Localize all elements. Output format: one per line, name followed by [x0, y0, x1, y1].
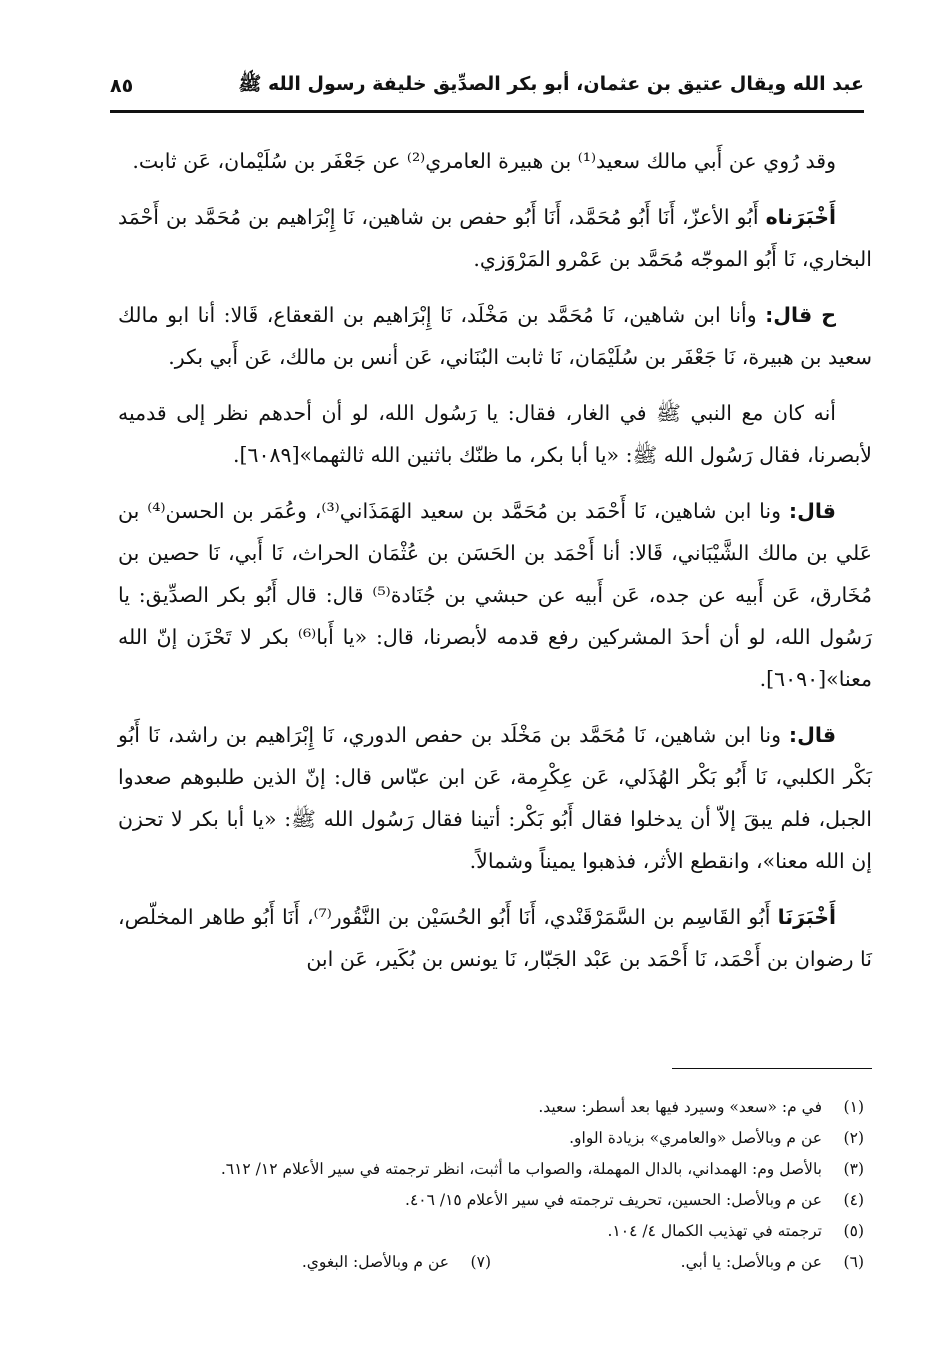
- paragraph-text: ونا ابن شاهين، نَا أَحْمَد بن مُحَمَّد بن سعيد الهَمَذَاني⁽³⁾، وعُمَر بن الحسن⁽⁴⁾ بن عَلي بن مالك الشَّيْبَاني، قَالا: أنا أَحْمَد بن الحَسَن بن عُثْمَان الحراث، نَا أَبي، نَا حصين بن مُخَارق، عَن أَبيه عن جده، عَن أَبيه عن حبشي بن جُنَادة⁽⁵⁾ قال: قال أَبُو بكر الصدِّيق: يا رَسُول الله، لو أن أحدَ المشركين رفع قدمه لأبصرنا، قال: «يا أَبا⁽⁶⁾ بكر لا تَحْزَن إنّ الله معنا»[٦٠٩٠].: [118, 499, 872, 691]
- footnote-text: بالأصل وم: الهمداني، بالدال المهملة، والصواب ما أثبت، انظر ترجمته في سير الأعلام ١٢/ ٦١٢.: [220, 1160, 822, 1178]
- paragraph: [118, 196, 872, 280]
- paragraph-lead: ح قال:: [765, 303, 836, 327]
- paragraph: [118, 490, 872, 700]
- footnote-row: [118, 1247, 864, 1278]
- paragraph-text: أَبُو القَاسِم بن السَّمَرْقَنْدي، أَنَا أَبُو الحُسَيْن بن النَّقُور⁽⁷⁾، أَنَا أَبُو طاهر المخلّص، نَا رضوان بن أَحْمَد، نَا أَحْمَد بن عَبْد الجَبّار، نَا يونس بن بُكَير، عَن ابن: [118, 905, 872, 971]
- footnote: [491, 1247, 864, 1278]
- footnote-text: عن م وبالأصل: الحسين، تحريف ترجمته في سير الأعلام ١٥/ ٤٠٦.: [405, 1191, 822, 1209]
- main-text: [118, 140, 872, 994]
- footnote-rule: [672, 1068, 872, 1069]
- footnote: [118, 1154, 864, 1185]
- footnote-text: عن م وبالأصل «والعامري» بزيادة الواو.: [569, 1129, 822, 1147]
- footnote: [118, 1247, 491, 1278]
- footnote-text: في م: «سعد» وسيرد فيها بعد أسطر: سعيد.: [538, 1098, 822, 1116]
- running-title: عبد الله ويقال عتيق بن عثمان، أبو بكر الصدِّيق خليفة رسول الله ﷺ: [238, 73, 864, 95]
- running-header: [110, 68, 864, 104]
- footnote-text: ترجمته في تهذيب الكمال ٤/ ١٠٤.: [607, 1222, 822, 1240]
- paragraph-lead: أَخْبَرَناه: [765, 205, 836, 229]
- footnote: [118, 1092, 864, 1123]
- footnote-text: عن م وبالأصل: يا أبي.: [680, 1253, 822, 1271]
- header-rule: [110, 110, 864, 113]
- page-number: ٨٥: [110, 75, 134, 97]
- paragraph-lead: أَخْبَرَنَا: [777, 905, 836, 929]
- footnote: [118, 1185, 864, 1216]
- paragraph-text: أنه كان مع النبي ﷺ في الغار، فقال: يا رَسُول الله، لو أن أحدهم نظر إلى قدميه لأبصرنا، فقال رَسُول الله ﷺ: «يا أبا بكر، ما ظنّك باثنين الله ثالثهما»[٦٠٨٩].: [118, 401, 872, 467]
- paragraph-lead: قال:: [788, 723, 836, 747]
- paragraph-text: ونا ابن شاهين، نَا مُحَمَّد بن مَخْلَد بن حفص الدوري، نَا إِبْرَاهيم بن راشد، نَا أَبُو بَكْر الكلبي، نَا أَبُو بَكْر الهُذَلي، عَن عِكْرِمة، عَن ابن عبّاس قال: إنّ الذين طلبوهم صعدوا الجبل، فلم يبقَ إلاّ أن يدخلوا فقال أَبُو بَكْر: أتينا فقال رَسُول الله ﷺ: «يا أبا بكر لا تحزن إن الله معنا»، وانقطع الأثر، فذهبوا يميناً وشمالاً.: [118, 723, 872, 873]
- footnote-number: (٧): [470, 1253, 491, 1271]
- paragraph-lead: قال:: [788, 499, 836, 523]
- footnote: [118, 1216, 864, 1247]
- paragraph-text: وقد رُوي عن أَبي مالك سعيد⁽¹⁾ بن هبيرة العامري⁽²⁾ عن جَعْفَر بن سُلَيْمان، عَن ثابت.: [132, 149, 836, 173]
- footnote-number: (٢): [843, 1129, 864, 1147]
- paragraph: [118, 714, 872, 882]
- paragraph-text: وأنا ابن شاهين، نَا مُحَمَّد بن مَخْلَد، نَا إِبْرَاهيم بن القعقاع، قَالا: أنا ابو مالك سعيد بن هبيرة، نَا جَعْفَر بن سُلَيْمَان، نَا ثابت البُنَاني، عَن أنس بن مالك، عَن أَبي بكر.: [118, 303, 872, 369]
- footnote-number: (٥): [843, 1222, 864, 1240]
- footnote-number: (٣): [843, 1160, 864, 1178]
- paragraph-text: أَبُو الأعزّ، أَنَا أَبُو مُحَمَّد، أَنَا أَبُو حفص بن شاهين، نَا إِبْرَاهيم بن مُحَمَّد بن أَحْمَد البخاري، نَا أَبُو الموجّه مُحَمَّد بن عَمْرو المَرْوَزي.: [118, 205, 872, 271]
- footnote-number: (٤): [843, 1191, 864, 1209]
- paragraph: [118, 140, 872, 182]
- paragraph: [118, 896, 872, 980]
- paragraph: [118, 294, 872, 378]
- footnote-number: (٦): [843, 1253, 864, 1271]
- paragraph: [118, 392, 872, 476]
- footnotes: [118, 1092, 864, 1278]
- footnote-number: (١): [843, 1098, 864, 1116]
- footnote: [118, 1123, 864, 1154]
- footnote-text: عن م وبالأصل: البغوي.: [301, 1253, 449, 1271]
